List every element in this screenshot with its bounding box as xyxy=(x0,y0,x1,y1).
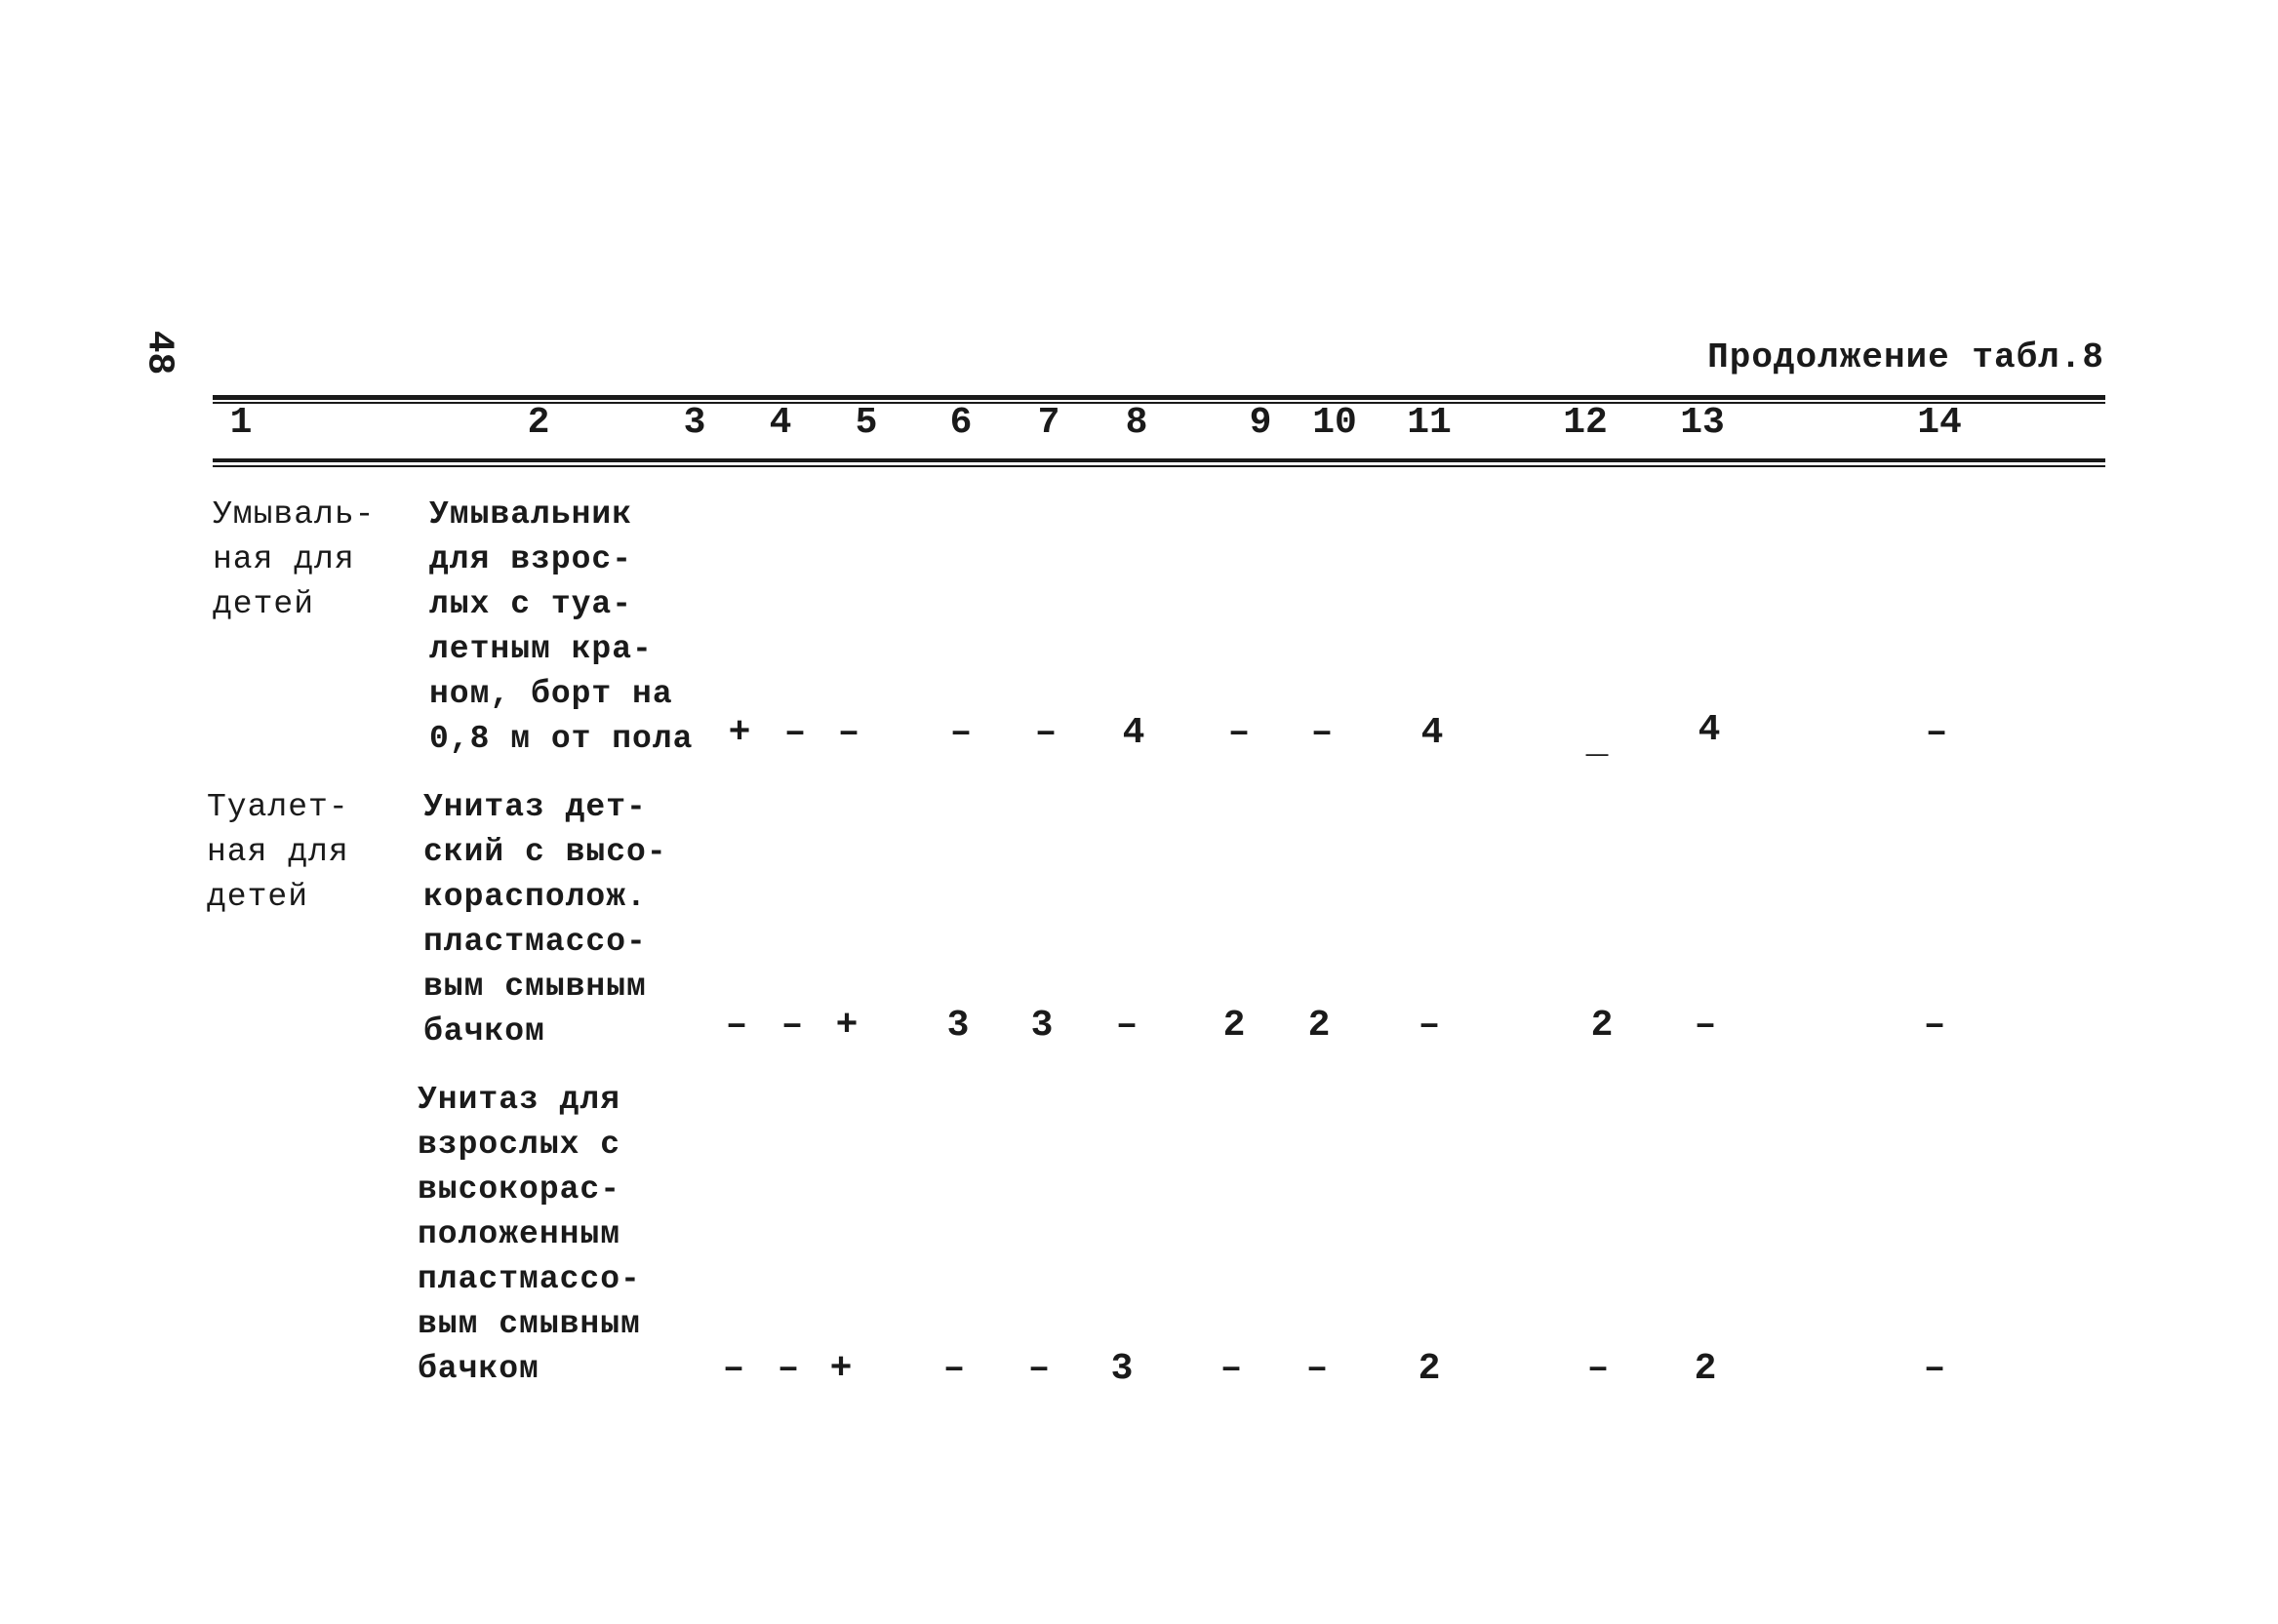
column-header-14: 14 xyxy=(1917,402,1962,444)
row-1-col-3: + xyxy=(728,712,751,754)
column-header-3: 3 xyxy=(683,402,706,444)
row-2-col-11: – xyxy=(1418,1005,1441,1047)
row-2-col-14: – xyxy=(1923,1005,1946,1047)
column-header-4: 4 xyxy=(769,402,792,444)
table-header-bottom-rule-thin xyxy=(213,465,2105,467)
row-3-col-6: – xyxy=(942,1348,966,1390)
row-3-col-10: – xyxy=(1305,1348,1329,1390)
row-2-col-7: 3 xyxy=(1030,1005,1054,1047)
row-2-col-13: – xyxy=(1694,1005,1717,1047)
row-3-col-13: 2 xyxy=(1694,1348,1717,1390)
row-3-col-7: – xyxy=(1027,1348,1051,1390)
row-1-col-9: – xyxy=(1227,712,1251,754)
row-2-col-6: 3 xyxy=(946,1005,970,1047)
column-header-5: 5 xyxy=(855,402,878,444)
row-1-col-11: 4 xyxy=(1420,712,1444,754)
row-1-col-8: 4 xyxy=(1122,712,1145,754)
row-3-col-12: – xyxy=(1586,1348,1610,1390)
row-3-col-5: + xyxy=(829,1348,853,1390)
column-header-8: 8 xyxy=(1125,402,1148,444)
column-header-2: 2 xyxy=(527,402,550,444)
row-1-col-7: – xyxy=(1034,712,1058,754)
row-3-col-8: 3 xyxy=(1110,1348,1134,1390)
row-1-col-12: _ xyxy=(1585,722,1609,764)
row-2-col-3: – xyxy=(725,1005,748,1047)
column-header-1: 1 xyxy=(229,402,253,444)
table-continuation-label: Продолжение табл.8 xyxy=(1707,337,2104,377)
column-header-10: 10 xyxy=(1312,402,1357,444)
column-header-9: 9 xyxy=(1249,402,1272,444)
row-1-col-14: – xyxy=(1925,712,1948,754)
row-2-col-12: 2 xyxy=(1590,1005,1614,1047)
table-top-rule xyxy=(213,395,2105,400)
row-1-col-5: – xyxy=(837,712,860,754)
row-1-room: Умываль- ная для детей xyxy=(213,496,376,622)
column-header-12: 12 xyxy=(1563,402,1608,444)
table-header-bottom-rule xyxy=(213,458,2105,462)
row-2-col-10: 2 xyxy=(1307,1005,1331,1047)
row-2-col-9: 2 xyxy=(1222,1005,1246,1047)
row-3-col-11: 2 xyxy=(1418,1348,1441,1390)
row-3-col-9: – xyxy=(1219,1348,1243,1390)
row-1-col-6: – xyxy=(949,712,973,754)
column-header-13: 13 xyxy=(1680,402,1725,444)
row-1-col-4: – xyxy=(783,712,807,754)
row-3-fixture: Унитаз для взрослых с высокорас- положенным пластмассо- вым смывным бачком xyxy=(418,1082,641,1387)
row-3-col-14: – xyxy=(1923,1348,1946,1390)
row-2-col-4: – xyxy=(780,1005,804,1047)
page-number: 48 xyxy=(138,330,180,376)
column-header-6: 6 xyxy=(949,402,973,444)
column-header-7: 7 xyxy=(1037,402,1060,444)
row-2-col-5: + xyxy=(835,1005,859,1047)
column-header-11: 11 xyxy=(1407,402,1452,444)
row-3-col-3: – xyxy=(722,1348,745,1390)
row-2-room: Туалет- ная для детей xyxy=(207,789,349,915)
row-3-col-4: – xyxy=(777,1348,800,1390)
row-1-col-10: – xyxy=(1310,712,1334,754)
row-2-fixture: Унитаз дет- ский с высо- корасполож. пластмассо- вым смывным бачком xyxy=(423,789,667,1050)
row-2-col-8: – xyxy=(1115,1005,1139,1047)
row-1-col-13: 4 xyxy=(1698,709,1721,751)
row-1-fixture: Умывальник для взрос- лых с туа- летным кра- ном, борт на 0,8 м от пола xyxy=(429,496,694,757)
